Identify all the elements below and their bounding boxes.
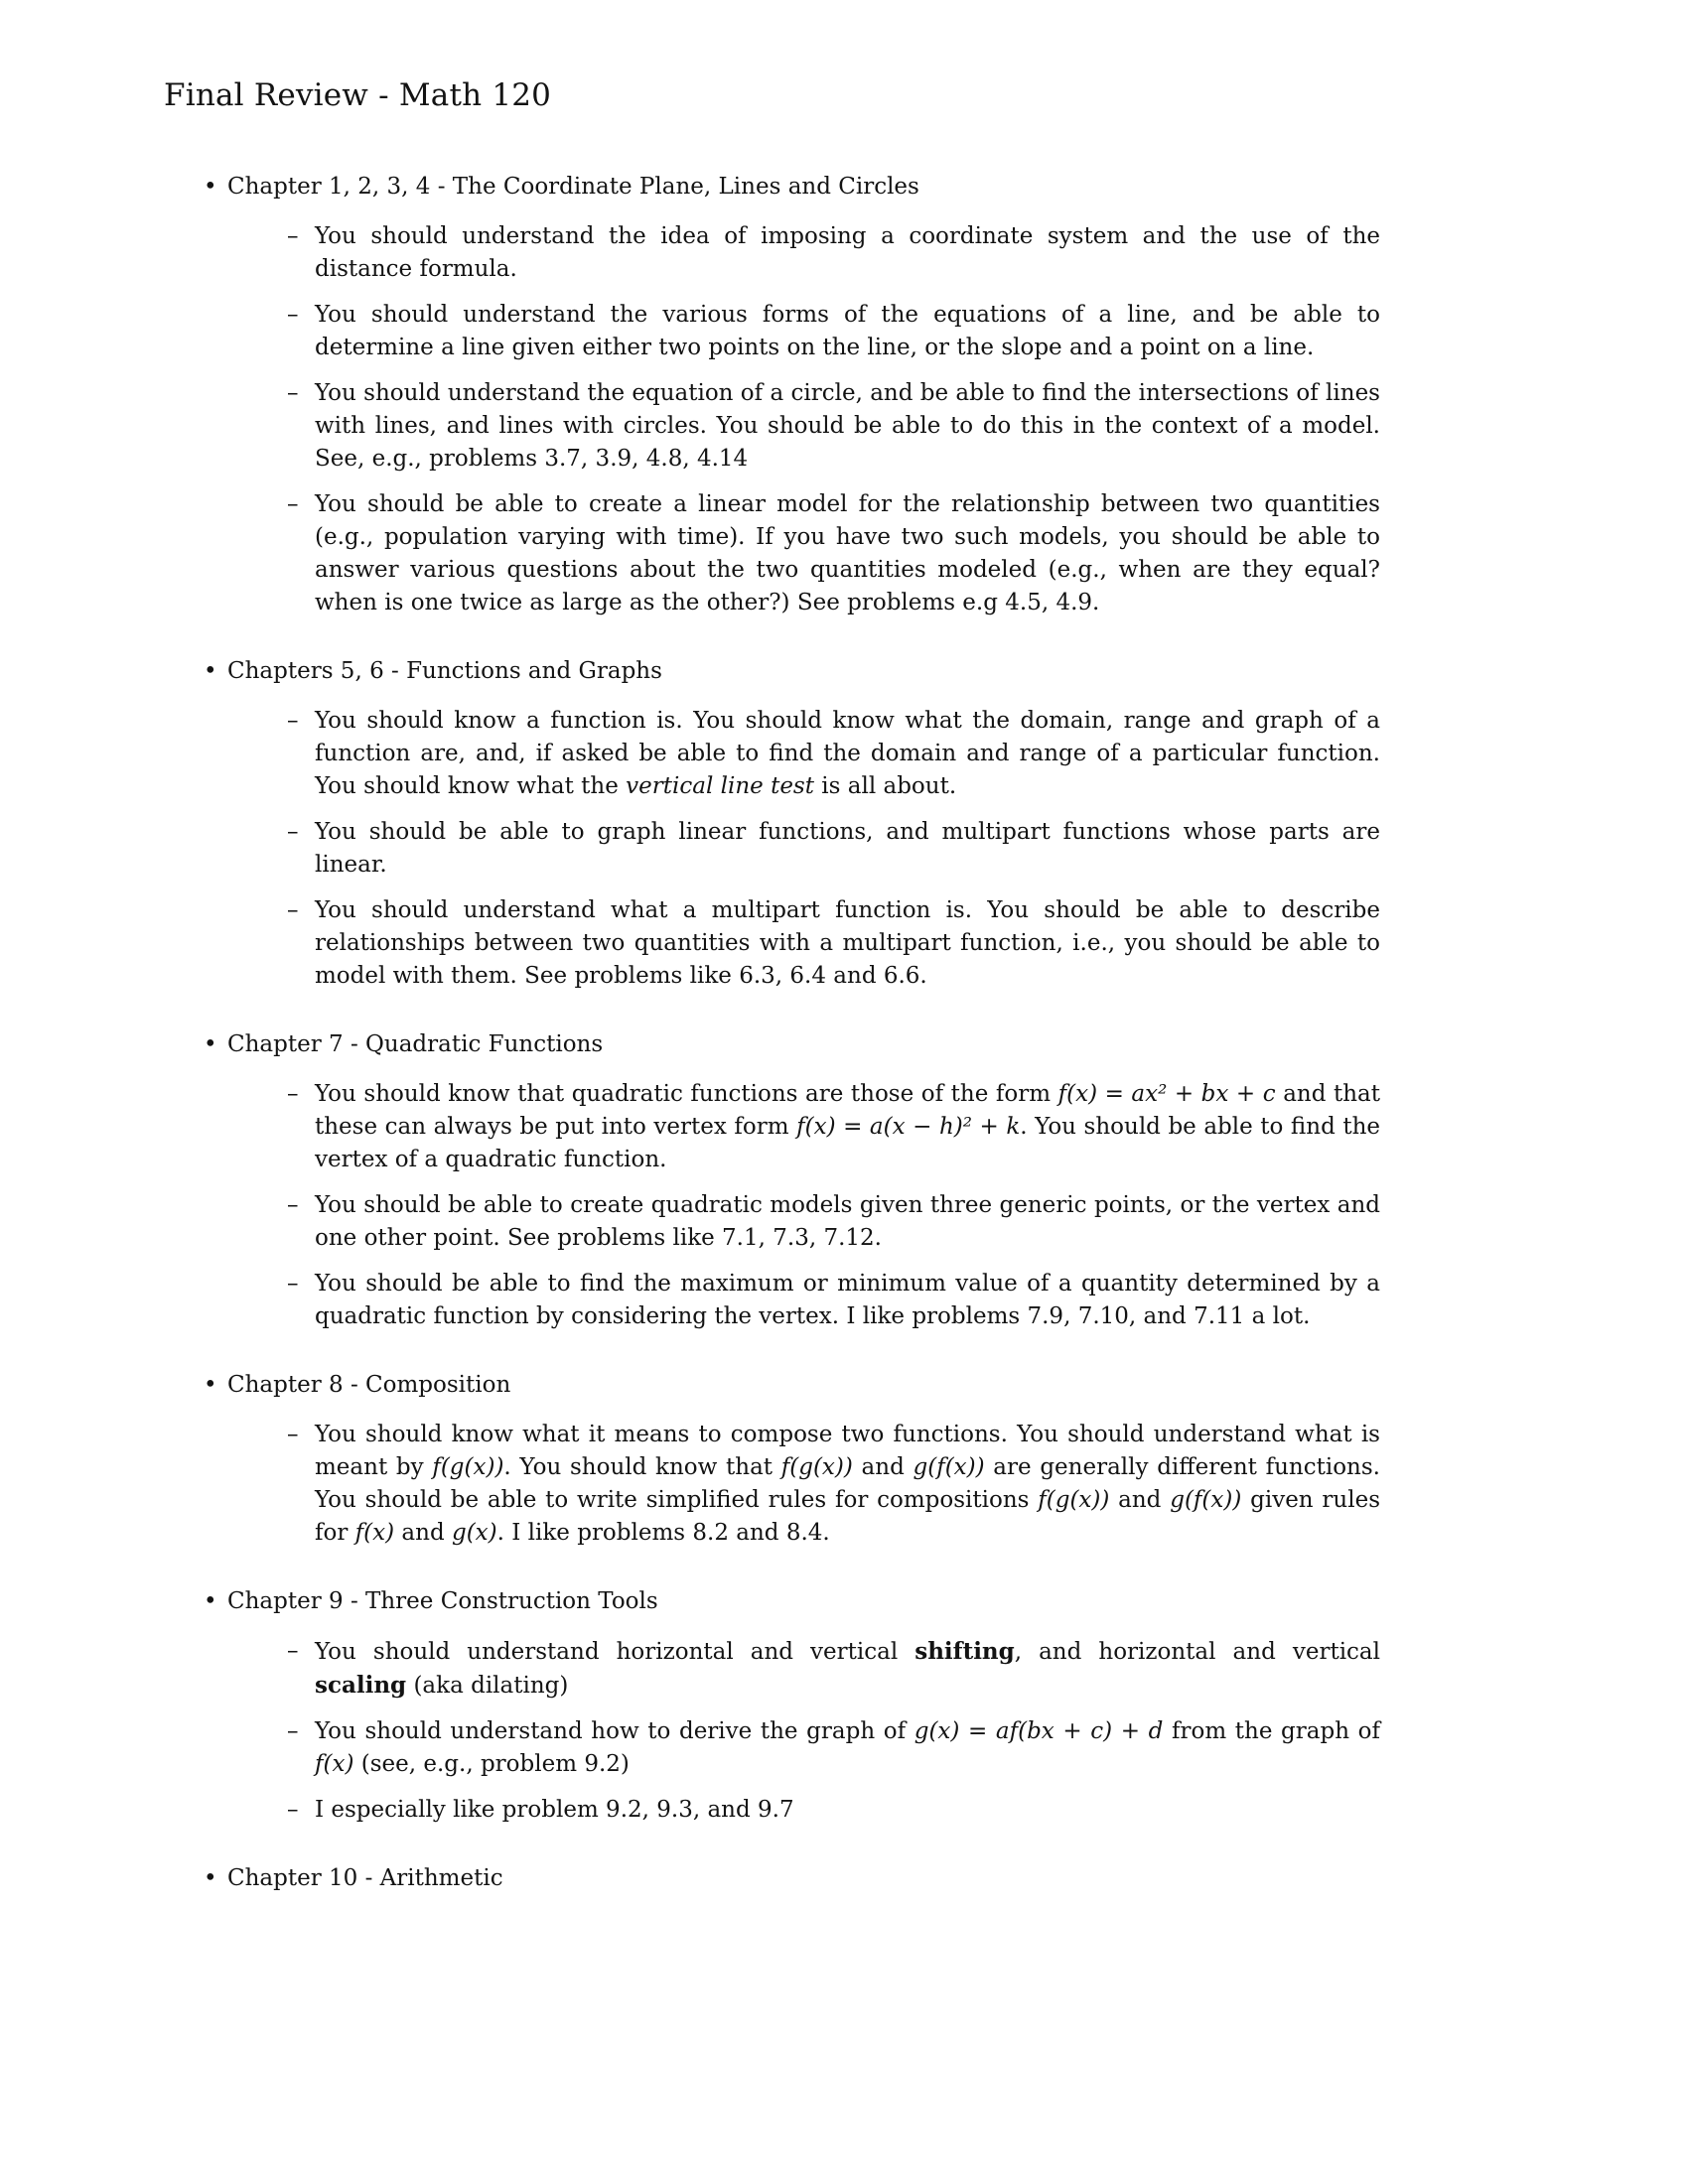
text-segment-normal: You should understand the equation of a circle, and be able to find the intersections of lines with lines, and lines with circles. You should be able to do this in the context of a model. See, e.g., problems 3.7, 3.9, 4.8, 4.14	[315, 380, 1380, 472]
section-title: Chapter 8 - Composition	[227, 1372, 511, 1398]
text-segment-math: g(f(x))	[1170, 1487, 1242, 1513]
section-body	[227, 655, 1380, 993]
text-segment-normal: You should be able to graph linear functions, and multipart functions whose parts are linear.	[315, 819, 1380, 878]
text-segment-normal: . You should be able to find the vertex of a quadratic function.	[315, 1114, 1381, 1172]
dash-icon: –	[287, 708, 299, 734]
text-segment-normal: and	[852, 1454, 914, 1480]
text-segment-math: g(x)	[451, 1520, 497, 1546]
section-title: Chapters 5, 6 - Functions and Graphs	[227, 658, 662, 684]
text-segment-math: f(x)	[315, 1751, 354, 1777]
text-segment-math: g(f(x))	[913, 1454, 985, 1480]
review-item	[287, 1794, 1380, 1827]
review-item-text	[315, 1635, 1380, 1703]
text-segment-normal: You should be able to create a linear model for the relationship between two quantities (e.g., population varying with time). If you have two such models, you should be able to answer various questions about the two quantities modeled (e.g., when are they equal? when is one twice as large as the other?) See problems e.g 4.5, 4.9.	[315, 491, 1380, 615]
bullet-icon: •	[204, 658, 217, 684]
text-segment-normal: from the graph of	[1163, 1718, 1381, 1744]
dash-icon: –	[287, 1271, 299, 1297]
text-segment-math: f(x) = a(x − h)² + k	[796, 1114, 1021, 1140]
section	[0, 1028, 1688, 1333]
text-segment-normal: You should know that quadratic functions are those of the form	[315, 1081, 1058, 1107]
text-segment-bold: shifting	[914, 1638, 1015, 1665]
review-item	[287, 1419, 1380, 1550]
dash-icon: –	[287, 1718, 299, 1744]
text-segment-italic: vertical line test	[626, 773, 814, 799]
section-items	[227, 1635, 1380, 1827]
sections-list	[0, 171, 1688, 1895]
bullet-icon: •	[204, 1588, 217, 1614]
review-item	[287, 705, 1380, 803]
bullet-icon: •	[204, 1865, 217, 1891]
text-segment-normal: and	[394, 1520, 452, 1546]
text-segment-math: f(x) = ax² + bx + c	[1057, 1081, 1276, 1107]
text-segment-normal: I especially like problem 9.2, 9.3, and 9.7	[315, 1797, 794, 1823]
review-item	[287, 299, 1380, 364]
section-items	[227, 705, 1380, 993]
text-segment-normal: are generally different functions. You should be able to write simplified rules for compositions	[315, 1454, 1380, 1513]
text-segment-normal: You should understand the idea of imposing a coordinate system and the use of the distance formula.	[315, 223, 1380, 282]
text-segment-normal: . You should know that	[503, 1454, 781, 1480]
page-title: Final Review - Math 120	[164, 77, 552, 113]
section-title: Chapter 1, 2, 3, 4 - The Coordinate Plane, Lines and Circles	[227, 174, 919, 200]
dash-icon: –	[287, 1081, 299, 1107]
dash-icon: –	[287, 223, 299, 249]
text-segment-math: g(x) = af(bx + c) + d	[914, 1718, 1164, 1744]
text-segment-math: f(x)	[354, 1520, 395, 1546]
review-item	[287, 1268, 1380, 1333]
text-segment-normal: given rules for	[315, 1487, 1381, 1546]
review-item	[287, 816, 1380, 882]
review-item-text	[315, 1715, 1380, 1781]
review-item-text	[315, 488, 1380, 619]
dash-icon: –	[287, 302, 299, 328]
text-segment-normal: You should be able to find the maximum or minimum value of a quantity determined by a quadratic function by considering the vertex. I like problems 7.9, 7.10, and 7.11 a lot.	[315, 1271, 1380, 1329]
review-item-text	[315, 1419, 1380, 1550]
text-segment-normal: You should be able to create quadratic models given three generic points, or the vertex and one other point. See problems like 7.1, 7.3, 7.12.	[315, 1192, 1380, 1251]
section-body	[227, 1862, 1380, 1895]
section-body	[227, 1028, 1380, 1333]
section	[0, 1862, 1688, 1895]
review-item	[287, 220, 1380, 286]
review-item-text	[315, 705, 1380, 803]
section-items	[227, 1078, 1380, 1333]
section-body	[227, 1585, 1380, 1827]
text-segment-normal: . I like problems 8.2 and 8.4.	[496, 1520, 830, 1546]
review-item-text	[315, 1189, 1380, 1255]
section	[0, 655, 1688, 993]
section-title: Chapter 10 - Arithmetic	[227, 1865, 503, 1891]
review-item-text	[315, 377, 1380, 476]
bullet-icon: •	[204, 174, 217, 200]
section	[0, 171, 1688, 619]
section-body	[227, 171, 1380, 619]
review-item	[287, 1189, 1380, 1255]
text-segment-bold: scaling	[315, 1672, 407, 1699]
review-item	[287, 1635, 1380, 1703]
review-item	[287, 894, 1380, 993]
text-segment-normal: (aka dilating)	[406, 1673, 569, 1699]
text-segment-normal: You should know what it means to compose two functions. You should understand what is meant by	[315, 1422, 1380, 1480]
dash-icon: –	[287, 1638, 299, 1664]
text-segment-normal: You should understand what a multipart function is. You should be able to describe relationships between two quantities with a multipart function, i.e., you should be able to model with them. See problems like 6.3, 6.4 and 6.6.	[315, 897, 1380, 989]
text-segment-math: f(g(x))	[780, 1454, 853, 1480]
section-items	[227, 220, 1380, 619]
review-item-text	[315, 1268, 1380, 1333]
review-item	[287, 377, 1380, 476]
review-item-text	[315, 299, 1380, 364]
section-title: Chapter 7 - Quadratic Functions	[227, 1031, 604, 1057]
section	[0, 1369, 1688, 1550]
text-segment-normal: You should understand the various forms of the equations of a line, and be able to determine a line given either two points on the line, or the slope and a point on a line.	[315, 302, 1380, 360]
review-item	[287, 1715, 1380, 1781]
review-item-text	[315, 816, 1380, 882]
review-item	[287, 1078, 1380, 1176]
review-item-text	[315, 1078, 1380, 1176]
text-segment-math: f(g(x))	[1038, 1487, 1110, 1513]
bullet-icon: •	[204, 1372, 217, 1398]
section-body	[227, 1369, 1380, 1550]
text-segment-normal: and	[1109, 1487, 1171, 1513]
dash-icon: –	[287, 897, 299, 923]
text-segment-normal: You should know a function is. You should know what the domain, range and graph of a function are, and, if asked be able to find the domain and range of a particular function. You should know what the	[315, 708, 1380, 799]
text-segment-normal: is all about.	[813, 773, 957, 799]
review-item-text	[315, 894, 1380, 993]
text-segment-normal: and that these can always be put into vertex form	[315, 1081, 1380, 1140]
dash-icon: –	[287, 380, 299, 406]
dash-icon: –	[287, 1422, 299, 1447]
bullet-icon: •	[204, 1031, 217, 1057]
review-item-text	[315, 220, 1380, 286]
text-segment-normal: You should understand horizontal and vertical	[315, 1639, 915, 1665]
dash-icon: –	[287, 491, 299, 517]
review-item	[287, 488, 1380, 619]
dash-icon: –	[287, 1797, 299, 1823]
text-segment-normal: , and horizontal and vertical	[1014, 1639, 1380, 1665]
dash-icon: –	[287, 819, 299, 845]
section-title: Chapter 9 - Three Construction Tools	[227, 1588, 658, 1614]
section	[0, 1585, 1688, 1827]
text-segment-normal: You should understand how to derive the graph of	[315, 1718, 914, 1744]
text-segment-normal: (see, e.g., problem 9.2)	[353, 1751, 630, 1777]
section-items	[227, 1419, 1380, 1550]
dash-icon: –	[287, 1192, 299, 1218]
text-segment-math: f(g(x))	[432, 1454, 504, 1480]
review-item-text	[315, 1794, 1380, 1827]
